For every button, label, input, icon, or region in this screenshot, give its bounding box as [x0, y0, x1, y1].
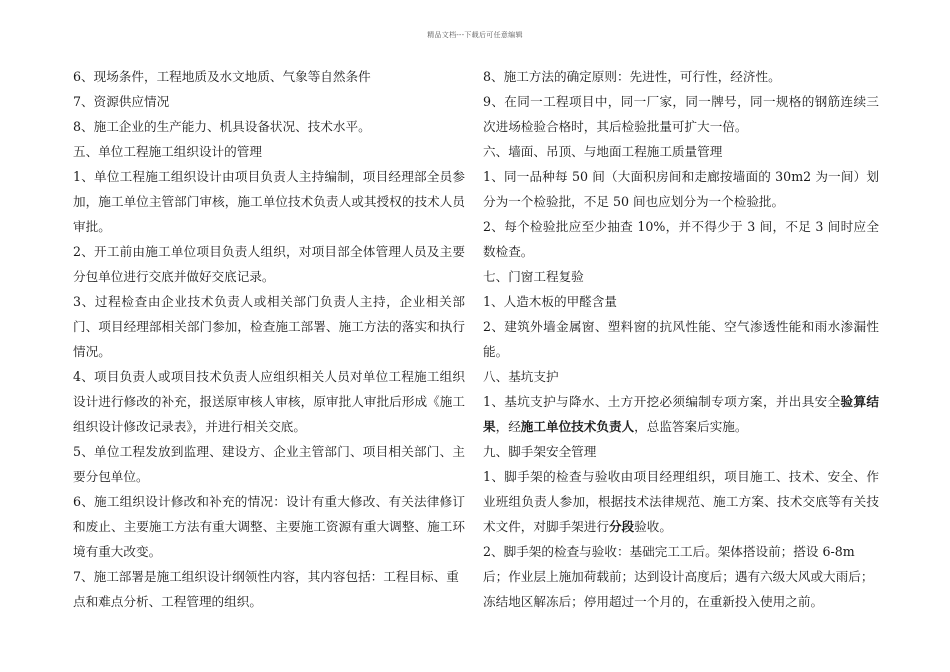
header-note: 精品文档---下载后可任意编辑 — [427, 31, 523, 39]
text-run: 1、基坑支护与降水、土方开挖必须编制专项方案，并出具安全 — [483, 394, 841, 409]
paragraph: 1、人造木板的甲醛含量 — [483, 294, 617, 309]
section-heading: 五、单位工程施工组织设计的管理 — [73, 144, 262, 159]
paragraph: 9、在同一工程项目中，同一厂家，同一牌号，同一规格的钢筋连续三次进场检验合格时，其后检验批量可扩大一倍。 — [483, 94, 879, 134]
paragraph: 1、单位工程施工组织设计由项目负责人主持编制，项目经理部全员参加，施工单位主管部门审核，施工单位技术负责人或其授权的技术人员审批。 — [73, 169, 465, 234]
paragraph: 2、每个检验批应至少抽查 10%，并不得少于 3 间，不足 3 间时应全数检查。 — [483, 219, 879, 259]
paragraph: 7、资源供应情况 — [73, 94, 170, 109]
paragraph: 2、建筑外墙金属窗、塑料窗的抗风性能、空气渗透性能和雨水渗漏性能。 — [483, 319, 879, 359]
paragraph: 7、施工部署是施工组织设计纲领性内容，其内容包括：工程目标、重点和难点分析、工程管理的组织。 — [73, 569, 459, 609]
paragraph: 6、施工组织设计修改和补充的情况：设计有重大修改、有关法律修订和废止、主要施工方法有重大调整、主要施工资源有重大调整、施工环境有重大改变。 — [73, 494, 465, 559]
text-run: 1、脚手架的检查与验收由项目经理组织，项目施工、技术、安全、作业班组负责人参加，根据技术法律规范、施工方案、技术交底等有关技术文件，对脚手架进行 — [483, 469, 879, 534]
paragraph: 6、现场条件，工程地质及水文地质、气象等自然条件 — [73, 69, 371, 84]
text-run: ，总监答案后实施。 — [634, 419, 748, 434]
section-heading: 八、基坑支护 — [483, 369, 559, 384]
text-run: ，经 — [495, 419, 521, 434]
paragraph: 2、脚手架的检查与验收：基础完工工后。架体搭设前；搭设 6-8m 后；作业层上施加荷载前；达到设计高度后；遇有六级大风或大雨后；冻结地区解冻后；停用超过一个月的，在重新投入使用之前。 — [483, 544, 874, 609]
paragraph — [483, 464, 879, 539]
section-heading: 九、脚手架安全管理 — [483, 444, 597, 459]
emphasis-text: 施工单位技术负责人 — [520, 419, 635, 434]
emphasis-text: 验算结果 — [483, 394, 880, 434]
paragraph: 2、开工前由施工单位项目负责人组织，对项目部全体管理人员及主要分包单位进行交底并做好交底记录。 — [73, 244, 465, 284]
paragraph: 5、单位工程发放到监理、建设方、企业主管部门、项目相关部门、主要分包单位。 — [73, 444, 465, 484]
paragraph: 1、同一品种每 50 间（大面积房间和走廊按墙面的 30m2 为一间）划分为一个检验批，不足 50 间也应划分为一个检验批。 — [483, 169, 879, 209]
left-column — [73, 64, 465, 614]
paragraph: 4、项目负责人或项目技术负责人应组织相关人员对单位工程施工组织设计进行修改的补充，报送原审核人审核，原审批人审批后形成《施工组织设计修改记录表》，并进行相关交底。 — [73, 369, 465, 434]
paragraph — [483, 389, 879, 439]
text-run: 验收。 — [634, 519, 672, 534]
paragraph: 8、施工企业的生产能力、机具设备状况、技术水平。 — [73, 119, 371, 134]
section-heading: 七、门窗工程复验 — [483, 269, 584, 284]
section-heading: 六、墙面、吊顶、与地面工程施工质量管理 — [483, 144, 723, 159]
emphasis-text: 分段 — [608, 519, 635, 534]
paragraph: 8、施工方法的确定原则：先进性，可行性，经济性。 — [483, 69, 781, 84]
paragraph: 3、过程检查由企业技术负责人或相关部门负责人主持，企业相关部门、项目经理部相关部门参加，检查施工部署、施工方法的落实和执行情况。 — [73, 294, 465, 359]
right-column — [483, 64, 879, 614]
